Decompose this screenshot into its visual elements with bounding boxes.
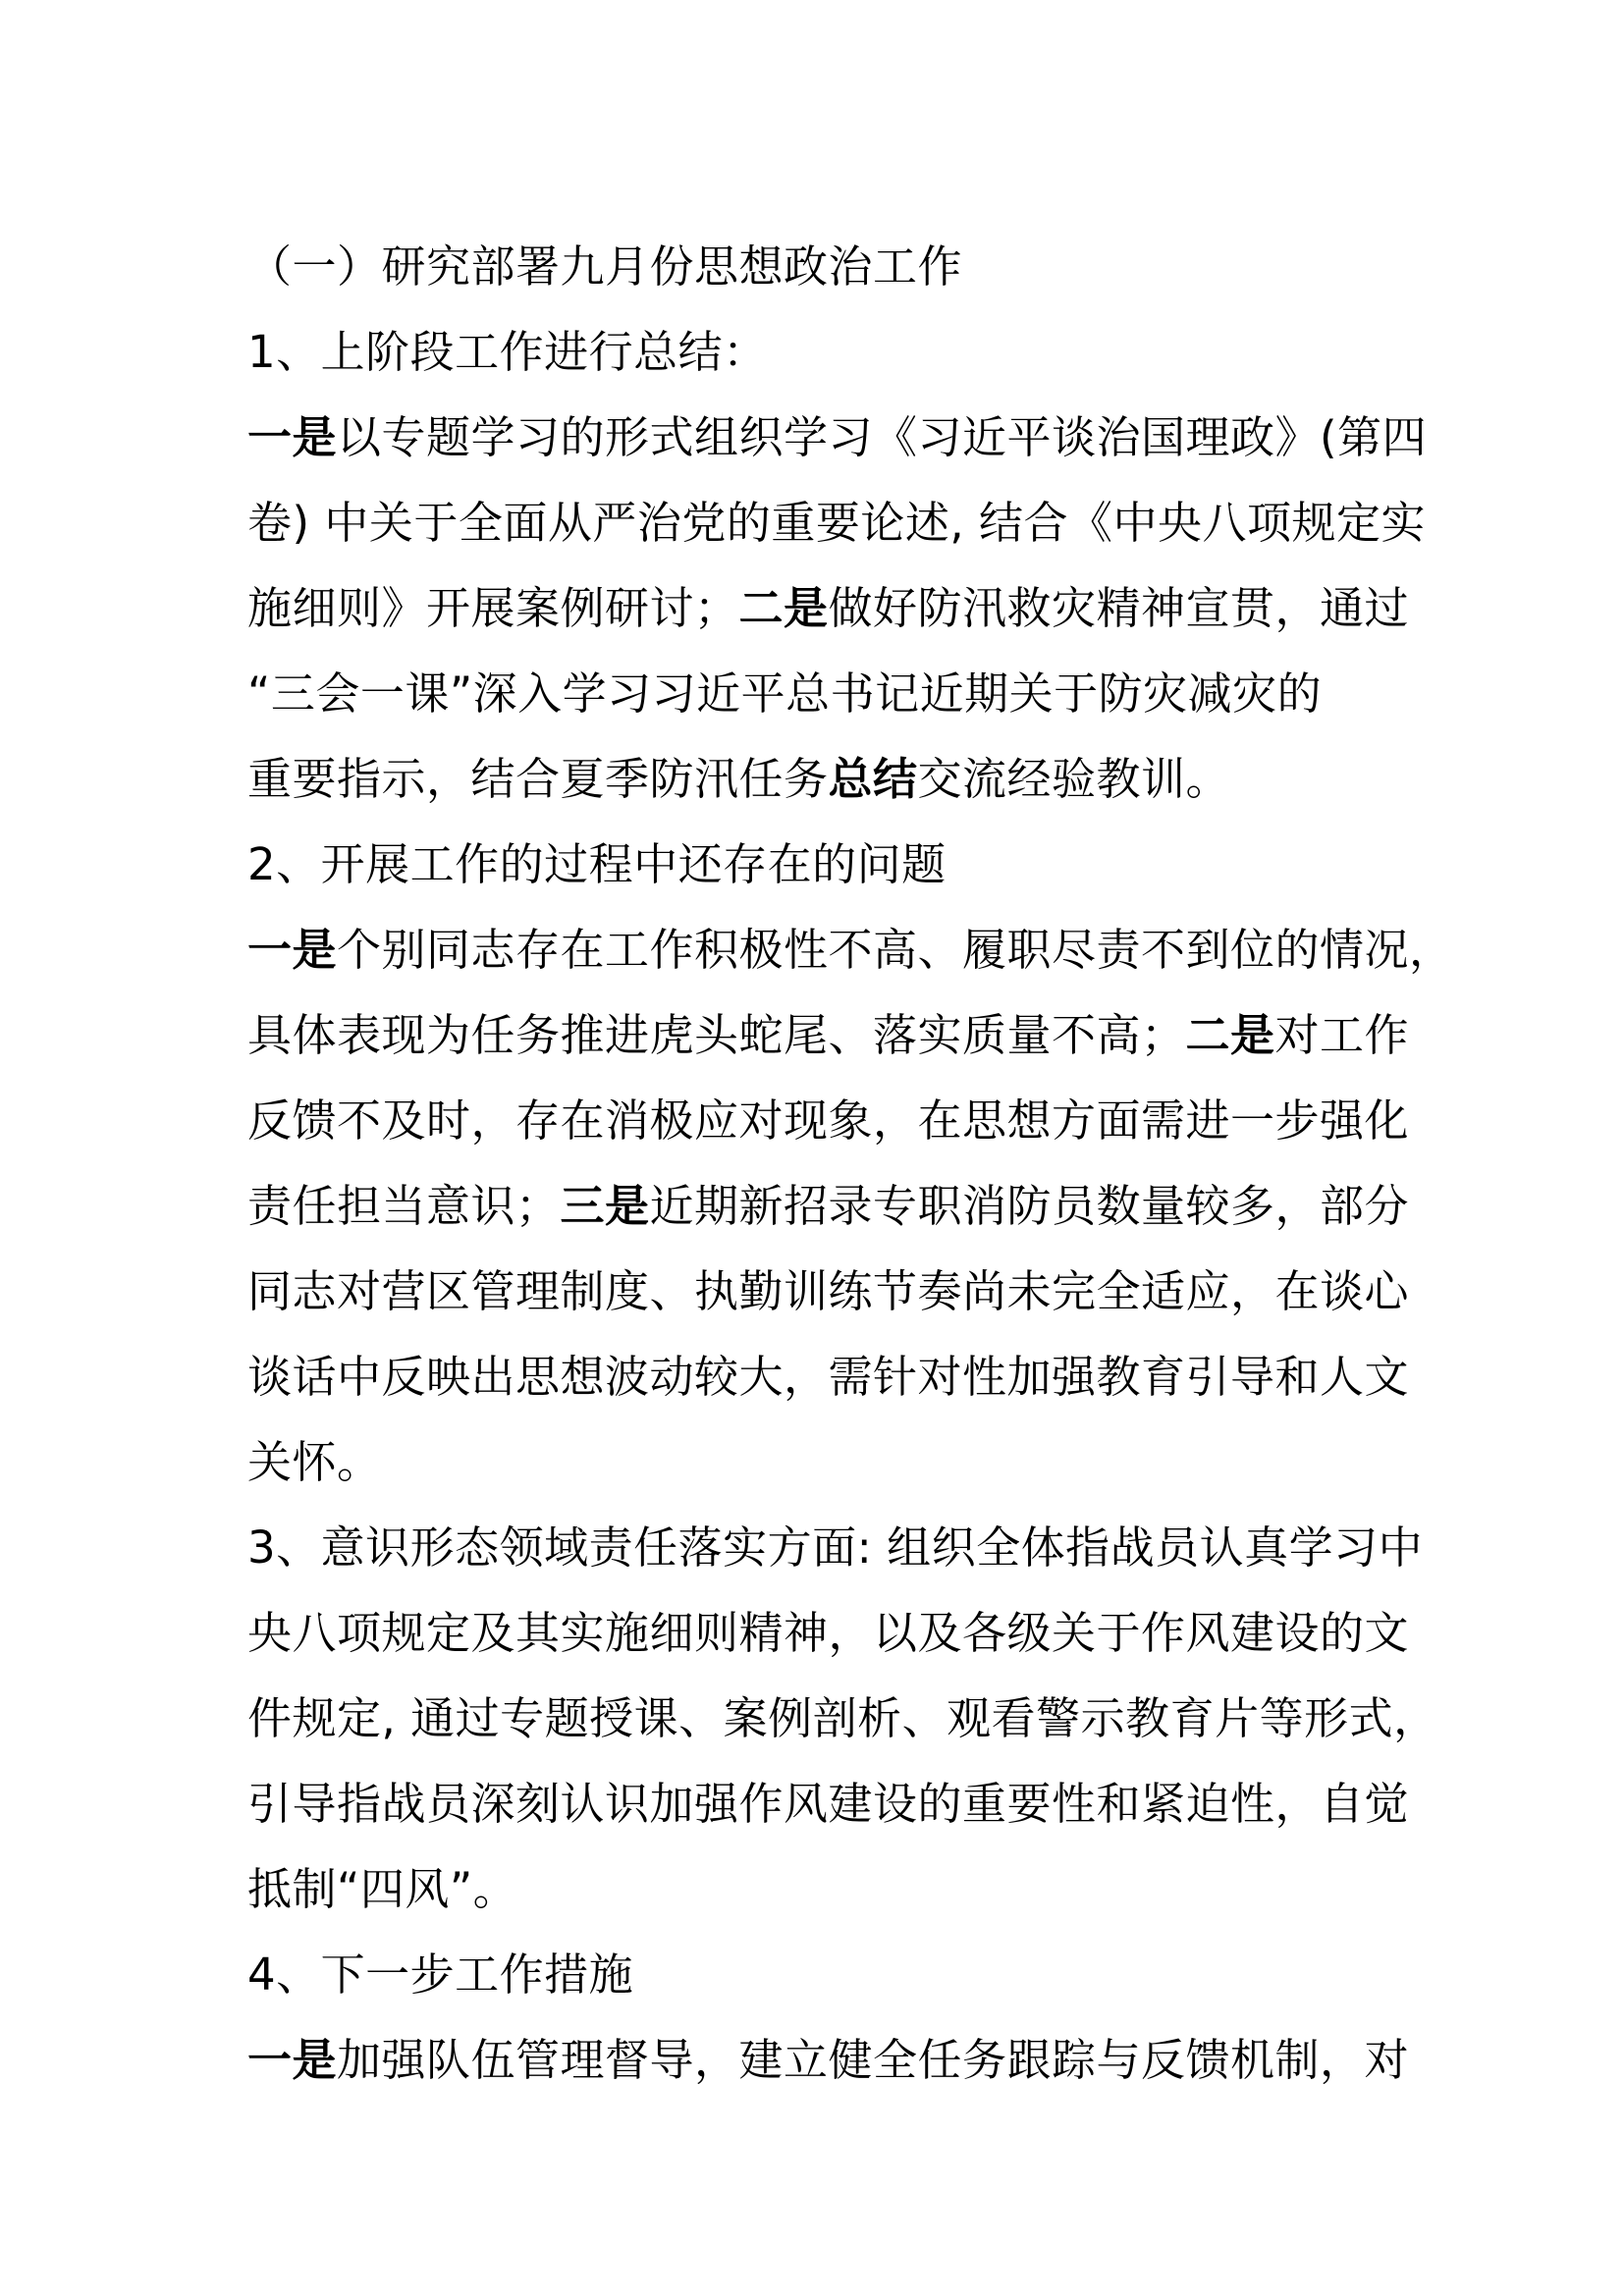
body-text: 卷) 中关于全面从严治党的重要论述, 结合《中央八项规定实 bbox=[247, 497, 1426, 549]
emphasis-text: 总结 bbox=[828, 753, 918, 805]
item2-line-1 bbox=[247, 907, 1454, 992]
item4-title: 4、下一步工作措施 bbox=[247, 1949, 634, 2001]
body-text: 关怀。 bbox=[247, 1436, 382, 1488]
emphasis-text: 一是 bbox=[247, 924, 338, 976]
item1-title: 1、上阶段工作进行总结： bbox=[247, 326, 768, 378]
emphasis-text: 三是 bbox=[560, 1180, 650, 1232]
item4-line-1 bbox=[247, 2017, 1410, 2103]
item2-line-2 bbox=[247, 992, 1410, 1078]
body-text: 件规定, 通过专题授课、案例剖析、观看警示教育片等形式， bbox=[247, 1692, 1438, 1744]
body-text: 重要指示，结合夏季防汛任务 bbox=[247, 753, 829, 805]
item1-line-5 bbox=[247, 736, 1406, 822]
body-text: 加强队伍管理督导，建立健全任务跟踪与反馈机制，对 bbox=[337, 2034, 1410, 2086]
item1-line-4 bbox=[247, 651, 1406, 736]
item3-line-3 bbox=[247, 1676, 1438, 1761]
body-text: 交流经验教训。 bbox=[917, 753, 1231, 805]
item3-line-2 bbox=[247, 1590, 1410, 1676]
body-text: 3、意识形态领域责任落实方面: 组织全体指战员认真学习中 bbox=[247, 1522, 1424, 1574]
body-text: 引导指战员深刻认识加强作风建设的重要性和紧迫性，自觉 bbox=[247, 1778, 1410, 1830]
emphasis-text: 二是 bbox=[738, 582, 829, 634]
item2-line-7 bbox=[247, 1419, 1406, 1505]
item3-line-4 bbox=[247, 1761, 1410, 1846]
section-heading: （一）研究部署九月份思想政治工作 bbox=[247, 240, 963, 293]
body-text: 谈话中反映出思想波动较大，需针对性加强教育引导和人文 bbox=[247, 1351, 1410, 1403]
item2-line-4 bbox=[247, 1163, 1410, 1249]
emphasis-text: 一是 bbox=[247, 411, 338, 463]
body-text: 做好防汛救灾精神宣贯，通过 bbox=[828, 582, 1410, 634]
body-text: 抵制“四风”。 bbox=[247, 1863, 518, 1915]
emphasis-text: 一是 bbox=[247, 2034, 338, 2086]
item1-line-1 bbox=[247, 395, 1428, 480]
item2-line-6 bbox=[247, 1334, 1410, 1419]
emphasis-text: 二是 bbox=[1185, 1009, 1275, 1061]
body-text: 对工作 bbox=[1274, 1009, 1410, 1061]
body-text: 央八项规定及其实施细则精神，以及各级关于作风建设的文 bbox=[247, 1607, 1410, 1659]
body-text: 施细则》开展案例研讨； bbox=[247, 582, 739, 634]
body-text: 以专题学习的形式组织学习《习近平谈治国理政》(第四 bbox=[337, 411, 1428, 463]
document-body bbox=[247, 224, 1454, 2103]
item3-line-5 bbox=[247, 1846, 1406, 1932]
body-text: “三会一课”深入学习习近平总书记近期关于防灾减灾的 bbox=[247, 667, 1323, 720]
item3-line-1 bbox=[247, 1505, 1424, 1590]
body-text: 责任担当意识； bbox=[247, 1180, 561, 1232]
item2-line-3 bbox=[247, 1078, 1410, 1163]
item2-title: 2、开展工作的过程中还存在的问题 bbox=[247, 838, 947, 890]
body-text: 具体表现为任务推进虎头蛇尾、落实质量不高； bbox=[247, 1009, 1186, 1061]
body-text: 个别同志存在工作积极性不高、履职尽责不到位的情况， bbox=[337, 924, 1454, 976]
body-text: 同志对营区管理制度、执勤训练节奏尚未完全适应，在谈心 bbox=[247, 1265, 1410, 1317]
item1-line-3 bbox=[247, 565, 1410, 651]
item2-line-5 bbox=[247, 1249, 1410, 1334]
item1-line-2 bbox=[247, 480, 1426, 565]
body-text: 反馈不及时，存在消极应对现象，在思想方面需进一步强化 bbox=[247, 1095, 1410, 1147]
body-text: 近期新招录专职消防员数量较多，部分 bbox=[649, 1180, 1410, 1232]
